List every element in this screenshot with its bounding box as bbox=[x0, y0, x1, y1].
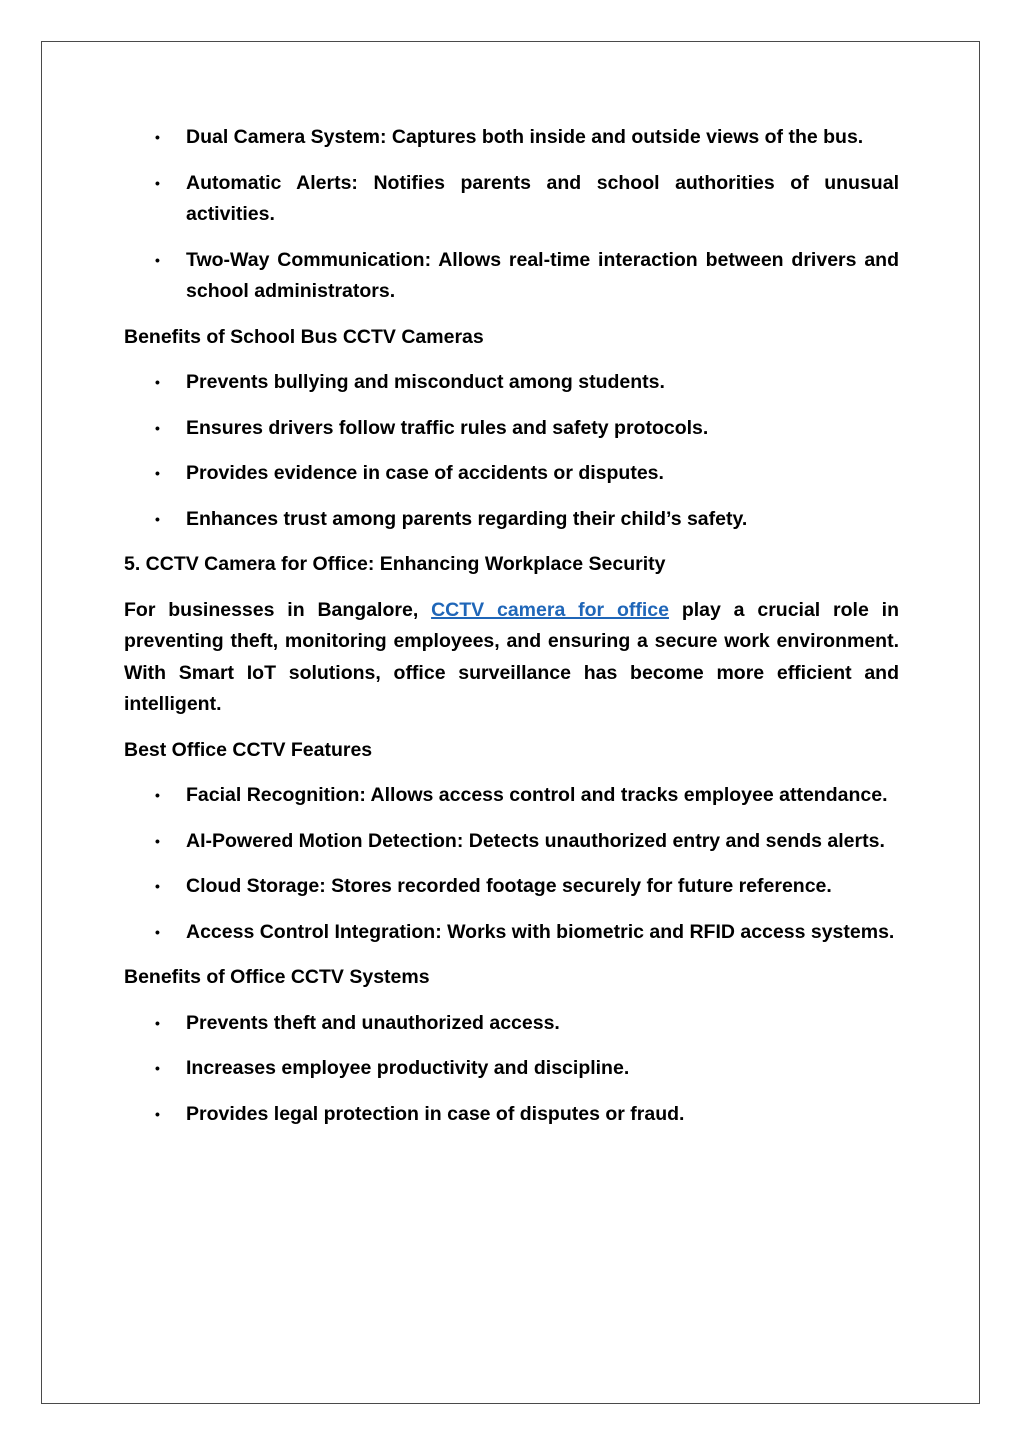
section-heading-office-features: Best Office CCTV Features bbox=[124, 738, 373, 761]
list-item bbox=[124, 1099, 899, 1131]
list-item-text: Access Control Integration: Works with biometric and RFID access systems. bbox=[186, 920, 895, 943]
bullet-icon: • bbox=[155, 1014, 160, 1031]
cctv-camera-for-office-link[interactable]: CCTV camera for office bbox=[431, 598, 669, 621]
bullet-icon: • bbox=[155, 374, 160, 390]
bullet-icon: • bbox=[155, 510, 160, 527]
list-item-text: Prevents bullying and misconduct among students. bbox=[186, 371, 665, 393]
paragraph-text-before: For businesses in Bangalore, bbox=[124, 598, 432, 621]
list-item bbox=[124, 458, 899, 490]
list-item bbox=[124, 780, 899, 812]
list-item-text: Enhances trust among parents regarding their child’s safety. bbox=[186, 507, 748, 530]
list-item-text: Increases employee productivity and discipline. bbox=[186, 1057, 630, 1079]
bullet-icon: • bbox=[155, 419, 160, 436]
list-item-text: Provides evidence in case of accidents or disputes. bbox=[186, 462, 664, 484]
list-item-text: Cloud Storage: Stores recorded footage securely for future reference. bbox=[186, 875, 832, 897]
list-item-text: Automatic Alerts: Notifies parents and school authorities of unusual activities. bbox=[186, 171, 899, 225]
bullet-icon: • bbox=[155, 923, 160, 940]
bullet-icon: • bbox=[155, 129, 160, 145]
section-heading-office: 5. CCTV Camera for Office: Enhancing Workplace Security bbox=[124, 553, 666, 575]
bullet-icon: • bbox=[155, 1105, 160, 1122]
list-item bbox=[124, 367, 899, 399]
bullet-icon: • bbox=[155, 251, 160, 268]
list-item bbox=[124, 168, 899, 231]
list-item bbox=[124, 122, 899, 154]
list-item bbox=[124, 413, 899, 445]
bullet-icon: • bbox=[155, 465, 160, 481]
list-item-text: Two-Way Communication: Allows real-time interaction between drivers and school administrators. bbox=[186, 248, 899, 302]
bullet-icon: • bbox=[155, 787, 160, 803]
bullet-icon: • bbox=[155, 1060, 160, 1076]
bus-features-list bbox=[124, 122, 899, 308]
document-body bbox=[124, 122, 899, 1144]
section-heading-bus-benefits: Benefits of School Bus CCTV Cameras bbox=[124, 325, 484, 348]
list-item-text: AI-Powered Motion Detection: Detects unauthorized entry and sends alerts. bbox=[186, 829, 885, 852]
bullet-icon: • bbox=[155, 878, 160, 894]
office-benefits-list bbox=[124, 1008, 899, 1131]
section-heading-office-benefits: Benefits of Office CCTV Systems bbox=[124, 966, 430, 988]
bullet-icon: • bbox=[155, 174, 160, 191]
list-item-text: Provides legal protection in case of disputes or fraud. bbox=[186, 1102, 685, 1125]
list-item bbox=[124, 826, 899, 858]
list-item bbox=[124, 504, 899, 536]
paragraph-text-after: play a crucial role in preventing theft, monitoring employees, and ensuring a secure work environment. With Smart IoT solutions, office surveillance has become more efficient and intelligent. bbox=[124, 598, 899, 715]
list-item bbox=[124, 245, 899, 308]
list-item-text: Facial Recognition: Allows access control and tracks employee attendance. bbox=[186, 784, 888, 806]
bus-benefits-list bbox=[124, 367, 899, 535]
list-item bbox=[124, 1008, 899, 1040]
list-item bbox=[124, 1053, 899, 1085]
bullet-icon: • bbox=[155, 832, 160, 849]
list-item-text: Ensures drivers follow traffic rules and safety protocols. bbox=[186, 416, 709, 439]
office-features-list bbox=[124, 780, 899, 948]
list-item bbox=[124, 871, 899, 903]
list-item-text: Dual Camera System: Captures both inside and outside views of the bus. bbox=[186, 126, 864, 148]
office-intro-paragraph bbox=[124, 595, 899, 721]
list-item bbox=[124, 917, 899, 949]
list-item-text: Prevents theft and unauthorized access. bbox=[186, 1011, 560, 1034]
